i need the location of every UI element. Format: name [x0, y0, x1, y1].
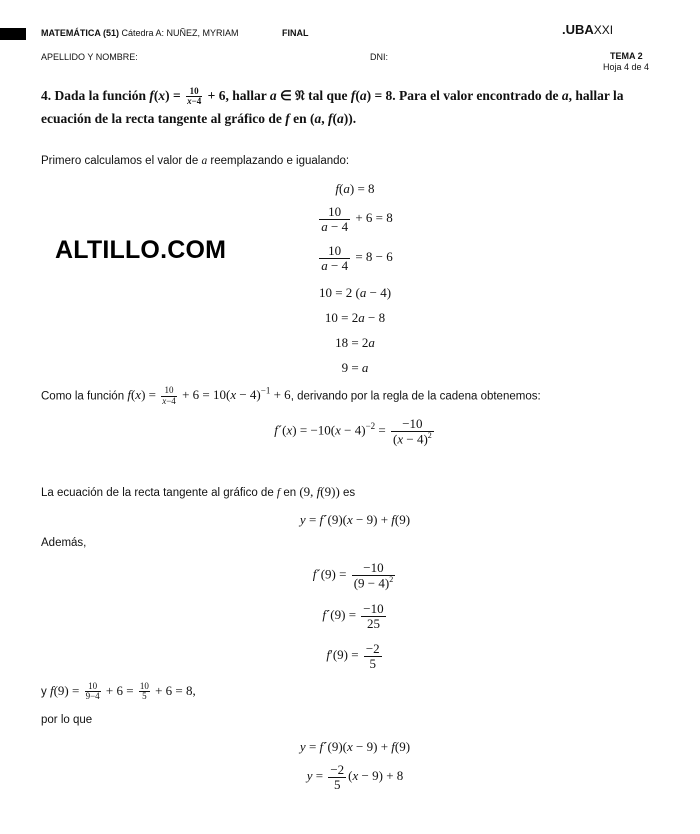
altillo-watermark: ALTILLO.COM — [55, 236, 227, 264]
ademas-text: Además, — [41, 537, 87, 549]
equation-step-5: 18 = 2a — [335, 335, 375, 350]
f-9-line: y f(9) = $\frac{10}{9-4}$ + 6 = $\frac{10}{5}$ + 6 = 8, — [41, 681, 196, 702]
course-line — [41, 28, 239, 38]
problem-statement-line1: 4. Dada la función f(x) = $\frac{10}{x-4}$ + 6, hallar a ∈ 𝔑 tal que f(a) = 8. Para el valor encontrado de a, hallar la — [41, 86, 624, 107]
fprime-9-step-1: f´(9) = $\frac{-10}{(9 - 4)^2}$ — [312, 560, 394, 590]
intro-text: Primero calculamos el valor de — [41, 155, 199, 167]
uba-logo — [562, 22, 613, 37]
y-text: y — [41, 685, 47, 698]
derivative-intro-line: Como la función f(x) = $\frac{10}{x-4}$ + $6 = 10(x - 4)^{-1} + 6$, derivando por la regla de la cadena obtenemos: — [41, 385, 541, 406]
problem-text: , hallar la — [568, 88, 624, 104]
name-label: APELLIDO Y NOMBRE: — [41, 52, 138, 62]
por-lo-que-text: por lo que — [41, 714, 93, 726]
variable-a: a — [201, 155, 208, 167]
es-text: es — [343, 487, 356, 499]
problem-text: en — [293, 111, 307, 126]
tema-label: TEMA 2 — [610, 51, 643, 61]
equation-f-a-eq-8: f(a) = 8 — [335, 181, 375, 196]
uba-logo-light: XXI — [593, 23, 614, 37]
como-text: Como la función — [41, 390, 125, 403]
ecuacion-text: La ecuación de la recta tangente al gráfico de — [41, 487, 274, 499]
problem-text: . Para el valor encontrado de — [392, 88, 559, 104]
problem-text: Dada la función — [54, 88, 147, 104]
black-margin-tab — [0, 28, 26, 40]
page-count: Hoja 4 de 4 — [603, 62, 650, 72]
intro-text: reemplazando e igualando: — [210, 155, 350, 167]
equation-step-3: 10 = 2 (a − 4) — [318, 285, 392, 300]
fprime-9-step-3: f′(9) = $\frac{-2}{5}$ — [326, 641, 380, 671]
problem-text: ecuación de la recta tangente al gráfico de — [41, 111, 282, 126]
tangent-equation-general-repeat: y = f´(9)(x − 9) + f(9) — [299, 739, 411, 754]
chair-name: Cátedra A: NUÑEZ, MYRIAM — [121, 28, 239, 38]
fraction: $\frac{10}{x-4}$ — [187, 86, 202, 107]
course-name: MATEMÁTICA (51) — [41, 28, 119, 38]
problem-text: tal que — [308, 88, 348, 104]
tangent-general-equation: y = f´(9)(x − 9) + f(9) — [299, 512, 411, 527]
derivando-text: , derivando por la regla de la cadena obtenemos: — [290, 390, 541, 403]
derivative-equation: f´(x) = $-10(x - 4)^{-2}$ = $\frac{-10}{(x - 4)^2}$ — [274, 416, 432, 446]
fprime-9-step-2: f´(9) = $\frac{-10}{25}$ — [322, 601, 384, 631]
en-text: en — [283, 487, 297, 499]
equation-step-1: $\frac{10}{a - 4}$ + 6 = 8 — [321, 204, 393, 234]
equation-step-4: 10 = 2a − 8 — [324, 310, 386, 325]
intro-line — [41, 155, 349, 167]
tangent-equation-final: y = $\frac{-2}{5}$ (x − 9) + 8 — [306, 762, 404, 792]
tangent-intro-line: La ecuación de la recta tangente al gráfico de f en (9, f(9)) es — [41, 484, 356, 499]
dni-label: DNI: — [370, 52, 388, 62]
equation-step-6: 9 = a — [341, 360, 369, 375]
problem-statement-line2: ecuación de la recta tangente al gráfico de f en (a, f(a)). — [41, 111, 357, 126]
equation-step-2: $\frac{10}{a - 4}$ = 8 − 6 — [321, 243, 393, 273]
problem-number: 4. — [41, 88, 52, 104]
problem-text: , hallar — [225, 88, 267, 104]
exam-type: FINAL — [282, 28, 309, 38]
uba-logo-bold: .UBA — [562, 22, 594, 37]
